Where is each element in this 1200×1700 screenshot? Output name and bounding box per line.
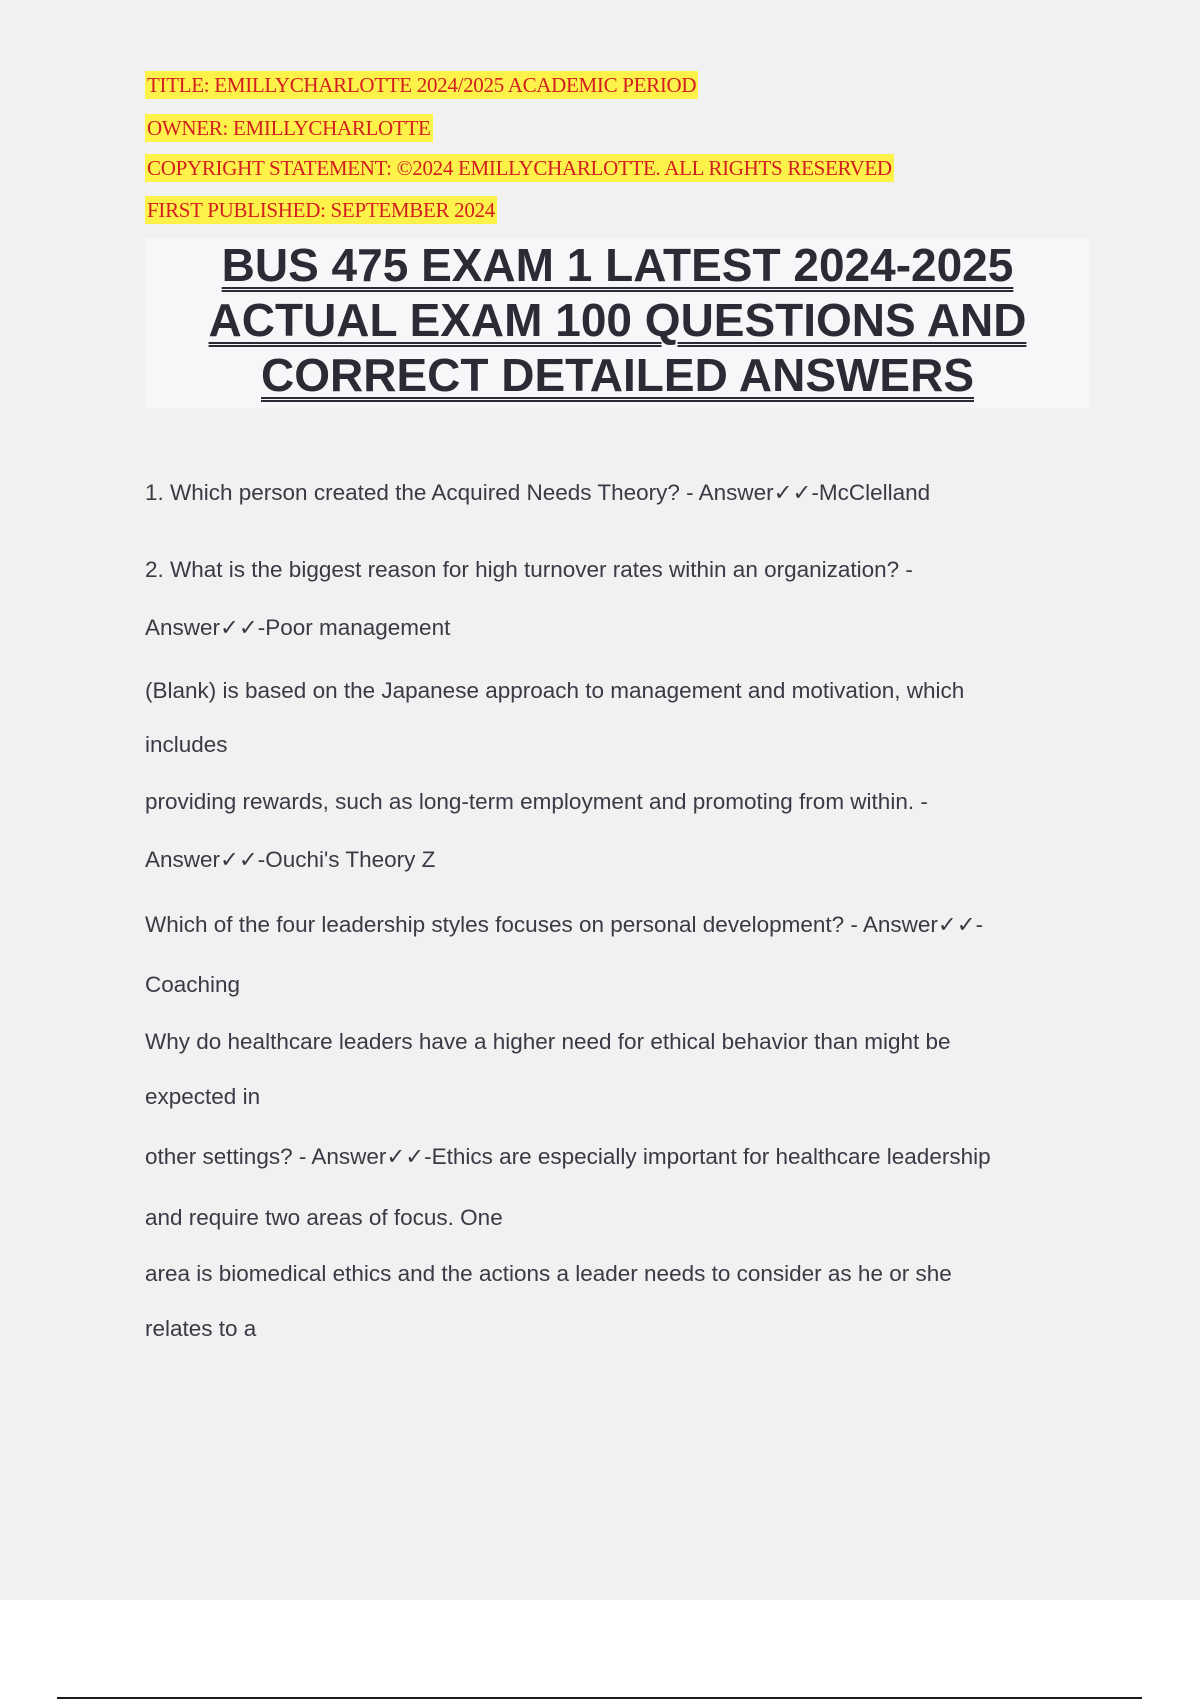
meta-copyright-line: COPYRIGHT STATEMENT: ©2024 EMILLYCHARLOTTE. ALL RIGHTS RESERVED xyxy=(147,156,892,180)
body-line: Answer✓✓-Ouchi's Theory Z xyxy=(145,847,436,872)
meta-owner-line: OWNER: EMILLYCHARLOTTE xyxy=(147,116,431,140)
body-line: providing rewards, such as long-term employment and promoting from within. - xyxy=(145,789,928,814)
meta-title-line: TITLE: EMILLYCHARLOTTE 2024/2025 ACADEMIC PERIOD xyxy=(147,73,697,97)
body-line: Coaching xyxy=(145,972,241,997)
body-line: (Blank) is based on the Japanese approach to management and motivation, which xyxy=(145,678,965,703)
body-line: area is biomedical ethics and the actions a leader needs to consider as he or she xyxy=(145,1261,952,1286)
body-line: and require two areas of focus. One xyxy=(145,1205,503,1230)
document-title-line-3: CORRECT DETAILED ANSWERS xyxy=(261,349,974,401)
footer-divider xyxy=(57,1697,1142,1699)
body-line: 2. What is the biggest reason for high turnover rates within an organization? - xyxy=(145,557,913,582)
meta-published-line: FIRST PUBLISHED: SEPTEMBER 2024 xyxy=(147,198,495,222)
body-line: Answer✓✓-Poor management xyxy=(145,615,451,640)
body-line: relates to a xyxy=(145,1316,257,1341)
document-title-line-2: ACTUAL EXAM 100 QUESTIONS AND xyxy=(208,294,1027,346)
body-line: Which of the four leadership styles focuses on personal development? - Answer✓✓- xyxy=(145,912,984,937)
body-line: Why do healthcare leaders have a higher need for ethical behavior than might be xyxy=(145,1029,951,1054)
body-line: expected in xyxy=(145,1084,261,1109)
document-title-line-1: BUS 475 EXAM 1 LATEST 2024-2025 xyxy=(221,239,1014,291)
body-line: includes xyxy=(145,732,228,757)
body-line: 1. Which person created the Acquired Needs Theory? - Answer✓✓-McClelland xyxy=(145,480,931,505)
body-line: other settings? - Answer✓✓-Ethics are especially important for healthcare leadership xyxy=(145,1144,991,1169)
document-title xyxy=(145,238,1090,408)
